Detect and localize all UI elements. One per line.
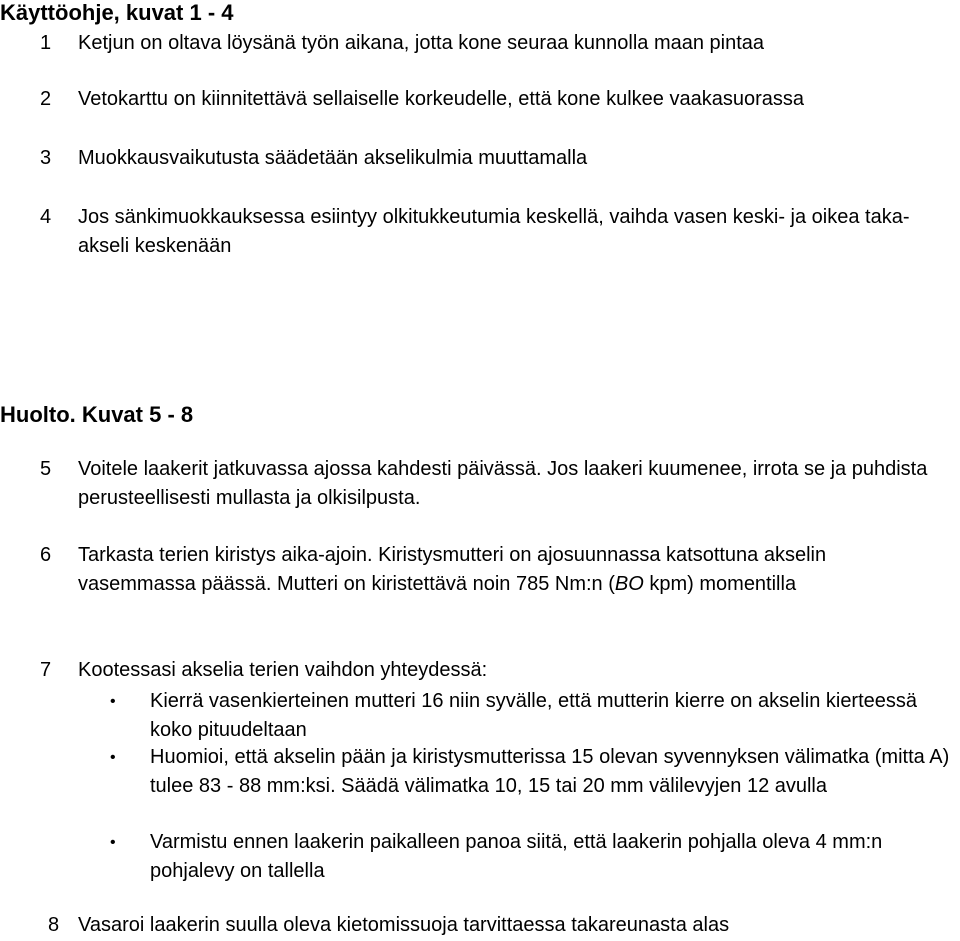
item-number: 2 xyxy=(40,88,52,110)
item-number: 4 xyxy=(40,206,52,228)
list-item xyxy=(40,29,960,58)
item-number: 6 xyxy=(40,544,52,566)
bullet-text: Kierrä vasenkierteinen mutteri 16 niin syvälle, että mutterin kierre on akselin kierteessä koko pituudeltaan xyxy=(150,690,918,741)
item-text: Voitele laakerit jatkuvassa ajossa kahdesti päivässä. Jos laakeri kuumenee, irrota se ja puhdista perusteellisesti mullasta ja olkisilpusta. xyxy=(78,458,928,509)
item-text-part: kpm) momentilla xyxy=(643,573,797,595)
bullet-icon: • xyxy=(110,693,116,710)
list-item xyxy=(40,541,960,628)
bullet-text: Huomioi, että akselin pään ja kiristysmutterissa 15 olevan syvennyksen välimatka (mitta A) tulee 83 - 88 mm:ksi. Säädä välimatka 10, 15 tai 20 mm välilevyjen 12 avulla xyxy=(150,746,950,797)
list-item xyxy=(40,203,960,261)
section-heading: Huolto. Kuvat 5 - 8 xyxy=(0,402,194,427)
item-text: Ketjun on oltava löysänä työn aikana, jotta kone seuraa kunnolla maan pintaa xyxy=(78,32,765,54)
list-item xyxy=(40,85,960,114)
bullet-item xyxy=(110,828,960,886)
list-item xyxy=(40,455,960,513)
item-text: Kootessasi akselia terien vaihdon yhteydessä: xyxy=(78,659,488,681)
bullet-item xyxy=(110,743,960,830)
page-title: Käyttöohje, kuvat 1 - 4 xyxy=(0,0,234,25)
item-text: Vasaroi laakerin suulla oleva kietomissuoja tarvittaessa takareunasta alas xyxy=(78,914,730,936)
bullet-text: Varmistu ennen laakerin paikalleen panoa siitä, että laakerin pohjalla oleva 4 mm:n pohjalevy on tallella xyxy=(150,831,883,882)
item-text: Jos sänkimuokkauksessa esiintyy olkitukkeutumia keskellä, vaihda vasen keski- ja oikea taka-akseli keskenään xyxy=(78,206,910,257)
item-number: 8 xyxy=(48,914,60,936)
item-text: Muokkausvaikutusta säädetään akselikulmia muuttamalla xyxy=(78,147,588,169)
item-text: Vetokarttu on kiinnitettävä sellaiselle korkeudelle, että kone kulkee vaakasuorassa xyxy=(78,88,804,110)
item-number: 1 xyxy=(40,32,52,54)
list-item xyxy=(40,144,960,173)
item-text xyxy=(78,541,918,599)
item-number: 7 xyxy=(40,659,52,681)
item-number: 5 xyxy=(40,458,52,480)
item-text-italic: BO xyxy=(614,573,644,595)
item-number: 3 xyxy=(40,147,52,169)
bullet-icon: • xyxy=(110,834,116,851)
item-text-part: Tarkasta terien kiristys aika-ajoin. Kiristysmutteri on ajosuunnassa katsottuna akselin vasemmassa päässä. Mutteri on kiristettävä noin 785 Nm:n ( xyxy=(78,544,827,595)
bullet-item xyxy=(110,687,960,745)
list-item xyxy=(40,656,960,685)
list-item xyxy=(48,911,960,940)
bullet-icon: • xyxy=(110,749,116,766)
